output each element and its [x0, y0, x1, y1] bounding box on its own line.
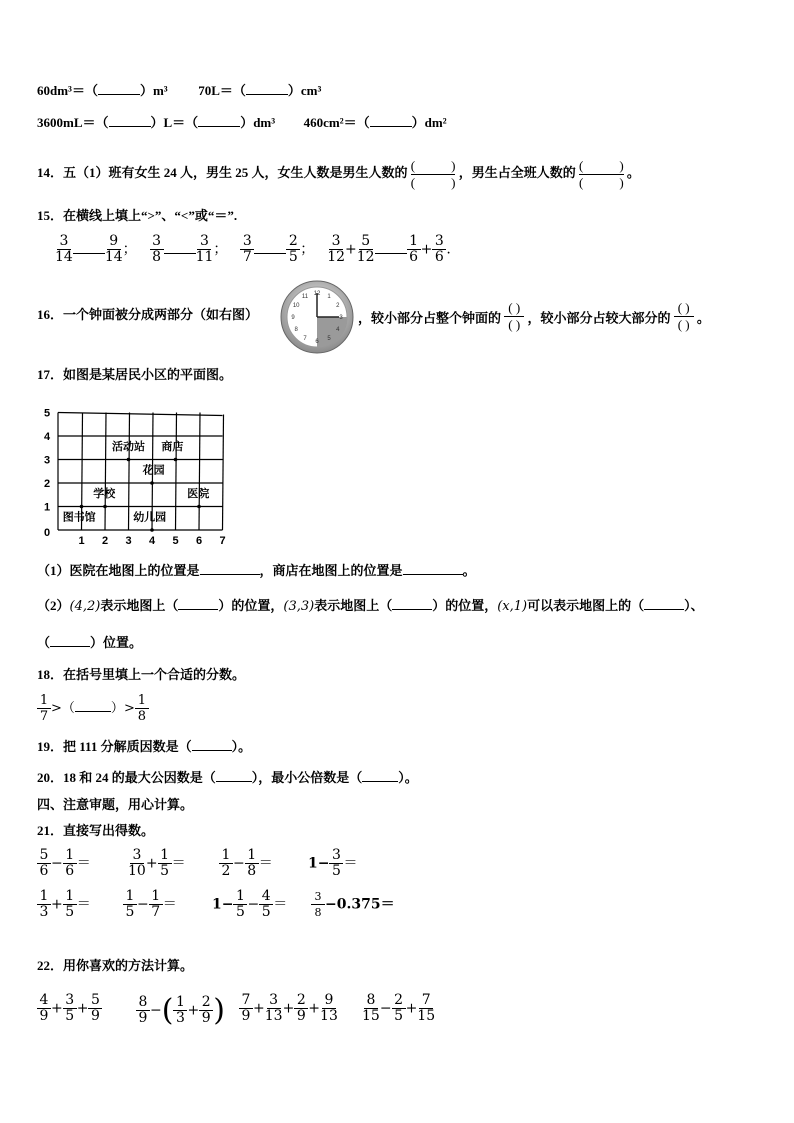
q17-sub2b: （ ）位置。 — [37, 635, 143, 650]
place-dot — [103, 505, 107, 509]
place-label-tushuguan: 图书馆 — [62, 511, 96, 524]
q21-row1-item4: 1− $\frac{3}{5}$ ＝ — [308, 847, 358, 879]
q17-sub1: （1）医院在地图上的位置是 ，商店在地图上的位置是 。 — [37, 563, 476, 578]
clock-number: 7 — [303, 335, 307, 342]
y-tick-label: 5 — [43, 407, 51, 420]
grid-line — [105, 413, 106, 531]
q21-row1-item1: $\frac{5}{6}$ − $\frac{1}{6}$ ＝ — [37, 848, 91, 879]
clock-number: 5 — [327, 335, 331, 342]
answer-fraction[interactable]: $\frac{( )}{( )}$ — [674, 300, 694, 333]
answer-blank[interactable] — [403, 574, 463, 575]
q16-rest: ，较小部分占整个钟面的 $\frac{( )}{( )}$ ，较小部分占较大部分的 $\frac{( )}{( )}$ 。 — [358, 300, 710, 332]
y-tick-label: 0 — [43, 527, 51, 539]
clock-number: 4 — [336, 327, 340, 333]
q20: 20．18 和 24 的最大公因数是（ ），最小公倍数是（ ）。 — [37, 770, 418, 785]
compare-blank[interactable] — [73, 253, 105, 254]
answer-blank[interactable] — [178, 609, 218, 610]
answer-blank[interactable] — [246, 94, 288, 95]
q21-row2-item4: $\frac{3}{8}$ −0.375＝ — [311, 889, 395, 920]
compare-blank[interactable] — [375, 253, 407, 254]
x-tick-label: 1 — [78, 535, 85, 547]
q21-row1-item2: $\frac{3}{10}$ + $\frac{1}{5}$ ＝ — [128, 847, 186, 879]
answer-fraction[interactable]: $\frac{( )}{( )}$ — [504, 300, 524, 333]
place-dot — [197, 505, 201, 509]
q14: 14．五（1）班有女生 24 人，男生 25 人，女生人数是男生人数的 $\frac{( )}{( )}$ ，男生占全班人数的 $\frac{( )}{( )}$ 。 — [37, 157, 640, 190]
y-tick-label: 4 — [43, 431, 51, 443]
q21-row2-item2: $\frac{1}{5}$ − $\frac{1}{7}$ ＝ — [123, 889, 177, 920]
answer-fraction[interactable]: $\frac{( )}{( )}$ — [410, 157, 456, 190]
answer-blank[interactable] — [198, 126, 240, 127]
grid-line — [176, 413, 177, 531]
place-label-youeryuan: 幼儿园 — [133, 511, 167, 524]
compare-blank[interactable] — [254, 253, 286, 254]
clock-number: 6 — [315, 339, 319, 345]
answer-blank[interactable] — [192, 750, 232, 751]
y-tick-label: 3 — [43, 454, 51, 467]
answer-blank[interactable] — [392, 609, 432, 610]
y-tick-label: 2 — [43, 478, 51, 490]
clock-number: 3 — [339, 315, 343, 321]
residential-map — [40, 402, 240, 547]
clock-number: 1 — [327, 294, 331, 301]
place-label-shangdian: 商店 — [161, 441, 184, 454]
x-tick-label: 7 — [219, 535, 226, 547]
answer-blank[interactable] — [644, 609, 684, 610]
y-tick-label: 1 — [43, 501, 51, 514]
q22-expr1: $\frac{4}{9}$ + $\frac{3}{5}$ + $\frac{5}{9}$ — [37, 993, 102, 1024]
q13-line2: 3600mL＝（ ）L＝（ ）dm³ 460cm²＝（ ）dm² — [37, 115, 447, 130]
place-label-xuexiao: 学校 — [93, 488, 116, 501]
x-tick-label: 6 — [195, 535, 203, 547]
q21-row1-item3: $\frac{1}{2}$ − $\frac{1}{8}$ ＝ — [219, 848, 273, 879]
x-tick-label: 3 — [125, 535, 132, 547]
grid-line — [199, 413, 200, 531]
clock-figure — [279, 279, 355, 355]
q17-sub2: （2）(4,2)表示地图上（ ）的位置，(3,3)表示地图上（ ）的位置，(x,1)可以表示地图上的（ ）、 — [37, 598, 704, 614]
x-tick-label: 4 — [148, 535, 156, 547]
q22-expr4: $\frac{8}{15}$ − $\frac{2}{5}$ + $\frac{7}{15}$ — [362, 992, 436, 1024]
q15-title: 15．在横线上填上“>”、“<”或“＝”. — [37, 208, 238, 223]
grid-line — [129, 413, 130, 531]
answer-fraction[interactable]: $\frac{( )}{( )}$ — [578, 157, 624, 190]
clock-number: 2 — [336, 303, 340, 309]
answer-blank[interactable] — [98, 94, 140, 95]
q17-title: 17．如图是某居民小区的平面图。 — [37, 367, 233, 382]
place-dot — [127, 458, 131, 462]
q22-title: 22．用你喜欢的方法计算。 — [37, 958, 194, 973]
answer-blank[interactable] — [75, 711, 111, 712]
q19: 19．把 111 分解质因数是（ ）。 — [37, 739, 252, 754]
place-dot — [174, 458, 178, 462]
x-tick-label: 5 — [172, 535, 179, 547]
clock-number: 10 — [292, 303, 300, 309]
q22-expr2: $\frac{8}{9}$ −( $\frac{1}{3}$ + $\frac{2}{9}$ ) — [136, 993, 225, 1028]
q18-expression: $\frac{1}{7}$ >（ ）> $\frac{1}{8}$ — [37, 693, 149, 724]
place-label-yiyuan: 医院 — [187, 488, 210, 501]
answer-blank[interactable] — [362, 781, 398, 782]
place-label-huodong: 活动站 — [112, 441, 146, 454]
place-dot — [80, 505, 84, 509]
q21-row2-item3: 1− $\frac{1}{5}$ − $\frac{4}{5}$ ＝ — [212, 888, 288, 920]
clock-number: 11 — [301, 294, 309, 301]
place-label-huayuan: 花园 — [142, 464, 165, 477]
answer-blank[interactable] — [370, 126, 412, 127]
q18-title: 18．在括号里填上一个合适的分数。 — [37, 667, 246, 682]
compare-blank[interactable] — [164, 253, 196, 254]
answer-blank[interactable] — [109, 126, 151, 127]
q21-row2-item1: $\frac{1}{3}$ + $\frac{1}{5}$ ＝ — [37, 889, 91, 920]
clock-number: 12 — [313, 291, 321, 297]
answer-blank[interactable] — [50, 646, 90, 647]
q22-expr3: $\frac{7}{9}$ + $\frac{3}{13}$ + $\frac{2}{9}$ + $\frac{9}{13}$ — [239, 993, 338, 1024]
place-dot — [150, 481, 154, 485]
grid-line — [223, 415, 224, 531]
x-tick-label: 2 — [101, 535, 109, 547]
clock-number: 9 — [291, 315, 295, 321]
place-dot — [150, 528, 154, 532]
clock-number: 8 — [294, 327, 298, 333]
q15-comparisons: $\frac{3}{14}$ $\frac{9}{14}$ ； $\frac{3}{8}$ $\frac{3}{11}$ ； $\frac{3}{7}$ $\frac{2}{5}$ ； $\frac{3}{12}$ + $\frac{5}{12}$ $\frac{1}{6}$ + $\frac{3}{6}$ . — [55, 233, 451, 265]
section-4-heading: 四、注意审题，用心计算。 — [37, 797, 194, 812]
answer-blank[interactable] — [216, 781, 252, 782]
q13-line1: 60dm³＝（ ）m³ 70L＝（ ）cm³ — [37, 83, 322, 98]
q21-title: 21．直接写出得数。 — [37, 823, 155, 838]
answer-blank[interactable] — [200, 574, 260, 575]
q16-text1: 16．一个钟面被分成两部分（如右图） — [37, 307, 259, 322]
